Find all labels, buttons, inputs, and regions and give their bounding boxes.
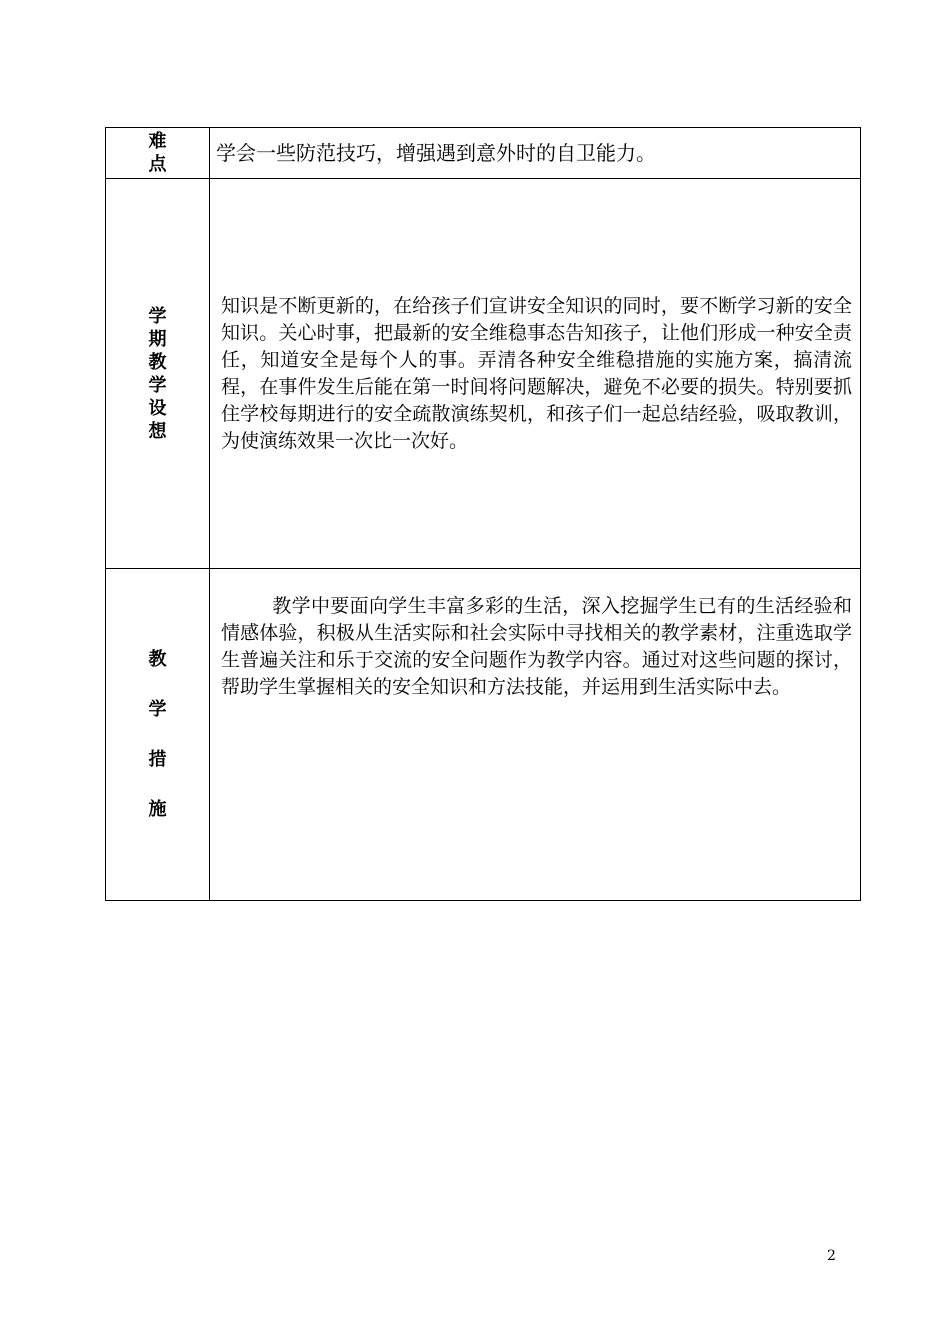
row-content-semester-plan [210, 179, 861, 569]
label-char: 设 [148, 397, 167, 419]
label-char: 措 [148, 748, 167, 770]
row-label-difficulty [106, 128, 210, 179]
difficulty-text: 学会一些防范技巧，增强遇到意外时的自卫能力。 [216, 140, 656, 165]
label-char: 想 [148, 420, 167, 442]
label-char: 学 [148, 698, 167, 720]
row-content-teaching-measures [210, 569, 861, 901]
teaching-measures-text: 教学中要面向学生丰富多彩的生活，深入挖掘学生已有的生活经验和情感体验，积极从生活实际和社会实际中寻找相关的教学素材，注重选取学生普遍关注和乐于交流的安全问题作为教学内容。通过对这些问题的探讨，帮助学生掌握相关的安全知识和方法技能，并运用到生活实际中去。 [221, 595, 852, 698]
table-row-semester-plan [106, 179, 861, 569]
label-char: 学 [148, 305, 167, 327]
row-content-difficulty [210, 128, 861, 179]
page-number: 2 [827, 1248, 836, 1264]
lesson-plan-table [105, 127, 861, 901]
label-char: 点 [148, 154, 167, 175]
label-char: 难 [148, 131, 167, 152]
semester-plan-text: 知识是不断更新的，在给孩子们宣讲安全知识的同时，要不断学习新的安全知识。关心时事，把最新的安全维稳事态告知孩子，让他们形成一种安全责任，知道安全是每个人的事。弄清各种安全维稳措施的实施方案，搞清流程，在事件发生后能在第一时间将问题解决，避免不必要的损失。特别要抓住学校每期进行的安全疏散演练契机，和孩子们一起总结经验，吸取教训，为使演练效果一次比一次好。 [221, 294, 852, 452]
label-char: 施 [148, 798, 167, 820]
label-char: 期 [148, 328, 167, 350]
label-char: 教 [148, 351, 167, 373]
table-row-difficulty [106, 128, 861, 179]
row-label-semester-plan [106, 179, 210, 569]
label-char: 学 [148, 374, 167, 396]
label-char: 教 [148, 648, 167, 670]
row-label-teaching-measures [106, 569, 210, 901]
table-row-teaching-measures [106, 569, 861, 901]
